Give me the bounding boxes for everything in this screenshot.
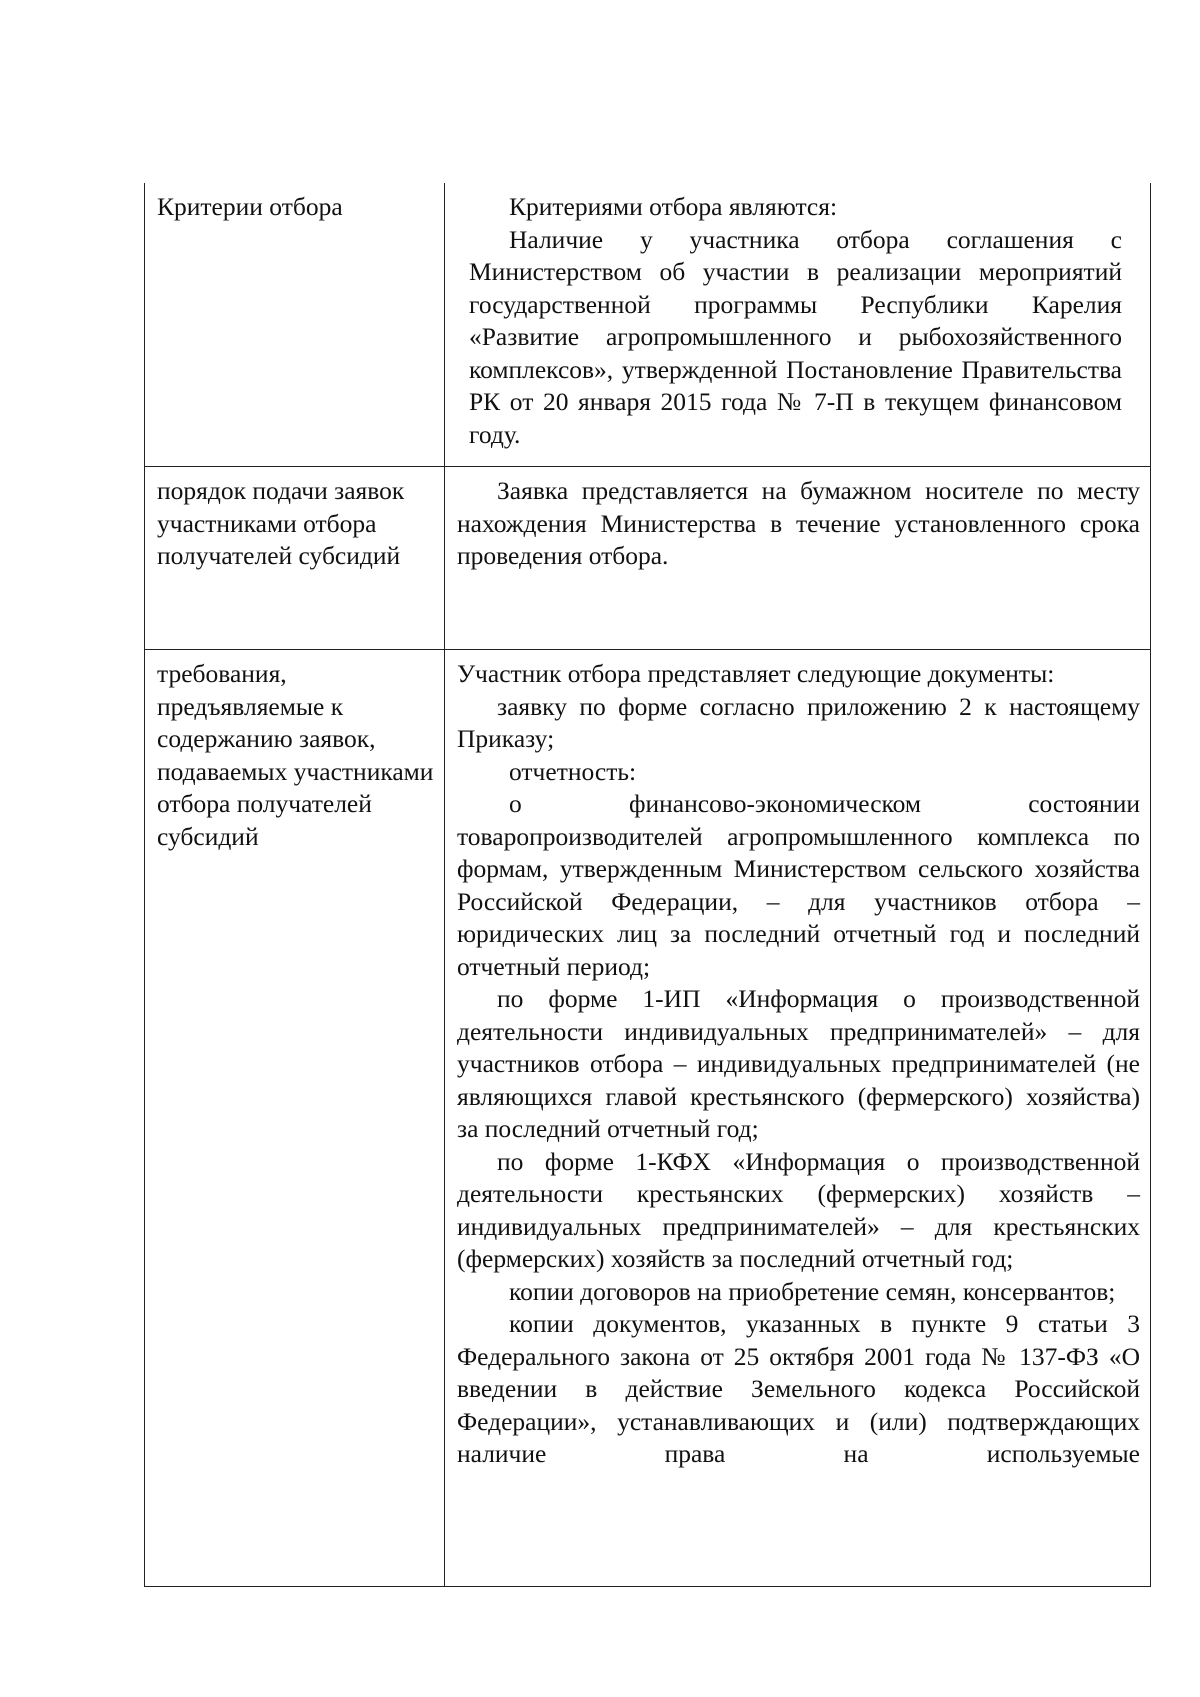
paragraph: отчетность: — [509, 756, 637, 786]
paragraph: Заявка представляется на бумажном носителе по месту нахождения Министерства в течение установленного срока проведения отбора. — [457, 476, 1140, 570]
row-label-text: требования, предъявляемые к содержанию заявок, подаваемых участниками отбора получателей субсидий — [157, 659, 434, 851]
row-label-text: порядок подачи заявок участниками отбора получателей субсидий — [157, 476, 405, 570]
paragraph: копии документов, указанных в пункте 9 статьи 3 Федерального закона от 25 октября 2001 года № 137-ФЗ «О введении в действие Земельного кодекса Российской Федерации», устанавливающих и (или) подтверждающих наличие права на используемые — [457, 1309, 1140, 1468]
paragraph: Участник отбора представляет следующие документы: — [457, 659, 1055, 688]
row-content — [445, 467, 1151, 650]
paragraph: заявку по форме согласно приложению 2 к настоящему Приказу; — [457, 691, 1140, 753]
row-label-text: Критерии отбора — [157, 192, 343, 221]
table-row-application-procedure — [145, 467, 1151, 650]
paragraph: копии договоров на приобретение семян, консервантов; — [509, 1276, 1116, 1306]
criteria-table — [144, 183, 1151, 1587]
row-label — [145, 183, 445, 467]
row-content — [445, 183, 1151, 467]
paragraph: Критериями отбора являются: — [509, 192, 838, 221]
paragraph: Наличие у участника отбора соглашения с Министерством об участии в реализации мероприятий государственной программы Республики Карелия «Развитие агропромышленного и рыбохозяйственного комплексов», утвержденной Постановление Правительства РК от 20 января 2015 года № 7-П в текущем финансовом году. — [469, 224, 1122, 449]
row-label — [145, 467, 445, 650]
row-label — [145, 650, 445, 1587]
paragraph: о финансово-экономическом состоянии товаропроизводителей агропромышленного комплекса по формам, утвержденным Министерством сельского хозяйства Российской Федерации, – для участников отбора – юридических лиц за последний отчетный год и последний отчетный период; — [457, 789, 1140, 981]
paragraph: по форме 1-ИП «Информация о производственной деятельности индивидуальных предпринимателей» – для участников отбора – индивидуальных предпринимателей (не являющихся главой крестьянского (фермерского) хозяйства) за последний отчетный год; — [457, 984, 1140, 1143]
row-content — [445, 650, 1151, 1587]
table-row-selection-criteria — [145, 183, 1151, 467]
table-row-application-requirements — [145, 650, 1151, 1587]
paragraph: по форме 1-КФХ «Информация о производственной деятельности крестьянских (фермерских) хозяйств – индивидуальных предпринимателей» – для крестьянских (фермерских) хозяйств за последний отчетный год; — [457, 1146, 1140, 1273]
